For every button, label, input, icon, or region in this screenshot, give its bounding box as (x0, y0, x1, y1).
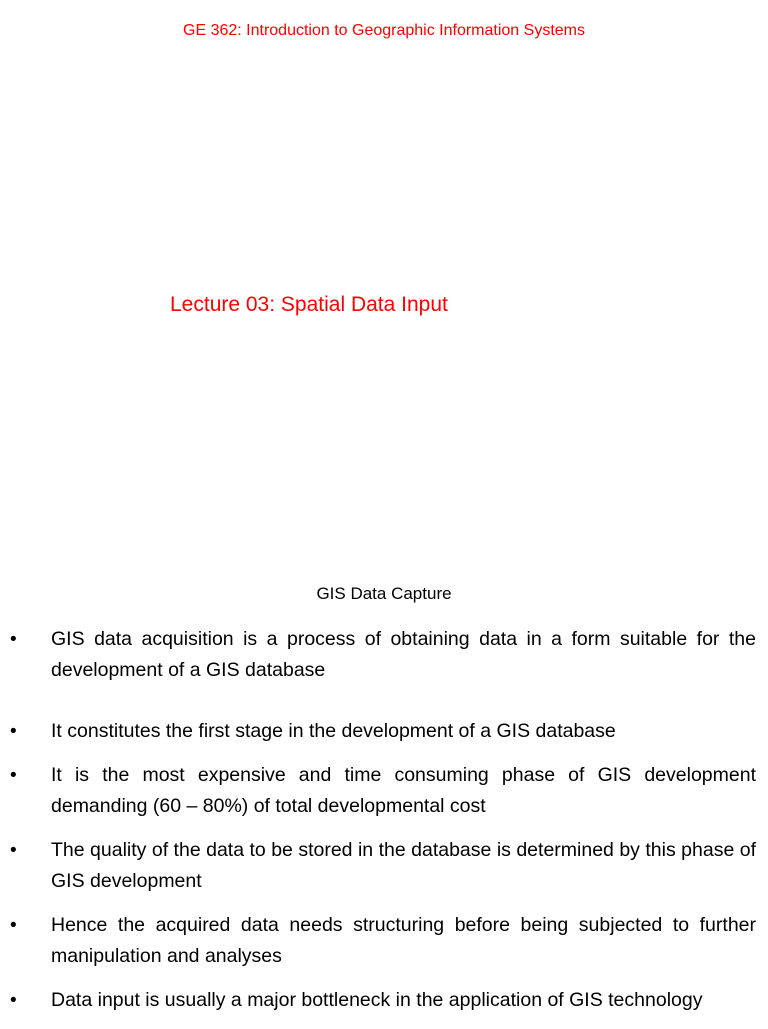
bullet-text: GIS data acquisition is a process of obtaining data in a form suitable for the development of a GIS database (51, 628, 756, 681)
list-item (0, 624, 768, 686)
course-header: GE 362: Introduction to Geographic Information Systems (183, 22, 585, 39)
section-heading: GIS Data Capture (316, 584, 452, 603)
list-item (0, 985, 768, 1016)
list-item (0, 716, 768, 747)
lecture-title: Lecture 03: Spatial Data Input (170, 293, 448, 316)
list-item (0, 835, 768, 897)
bullet-marker: • (10, 840, 17, 861)
bullet-text: Data input is usually a major bottleneck in the application of GIS technology (51, 989, 703, 1011)
bullet-marker: • (10, 629, 17, 650)
bullet-marker: • (10, 721, 17, 742)
bullet-marker: • (10, 990, 17, 1011)
bullet-marker: • (10, 915, 17, 936)
bullet-text: Hence the acquired data needs structuring before being subjected to further manipulation and analyses (51, 914, 756, 967)
bullet-text: It constitutes the first stage in the development of a GIS database (51, 720, 616, 742)
list-item (0, 760, 768, 822)
bullet-list (0, 624, 768, 1029)
bullet-marker: • (10, 765, 17, 786)
list-item (0, 910, 768, 972)
bullet-text: The quality of the data to be stored in the database is determined by this phase of GIS development (51, 839, 756, 892)
bullet-text: It is the most expensive and time consuming phase of GIS development demanding (60 – 80%) of total developmental cost (51, 764, 756, 817)
